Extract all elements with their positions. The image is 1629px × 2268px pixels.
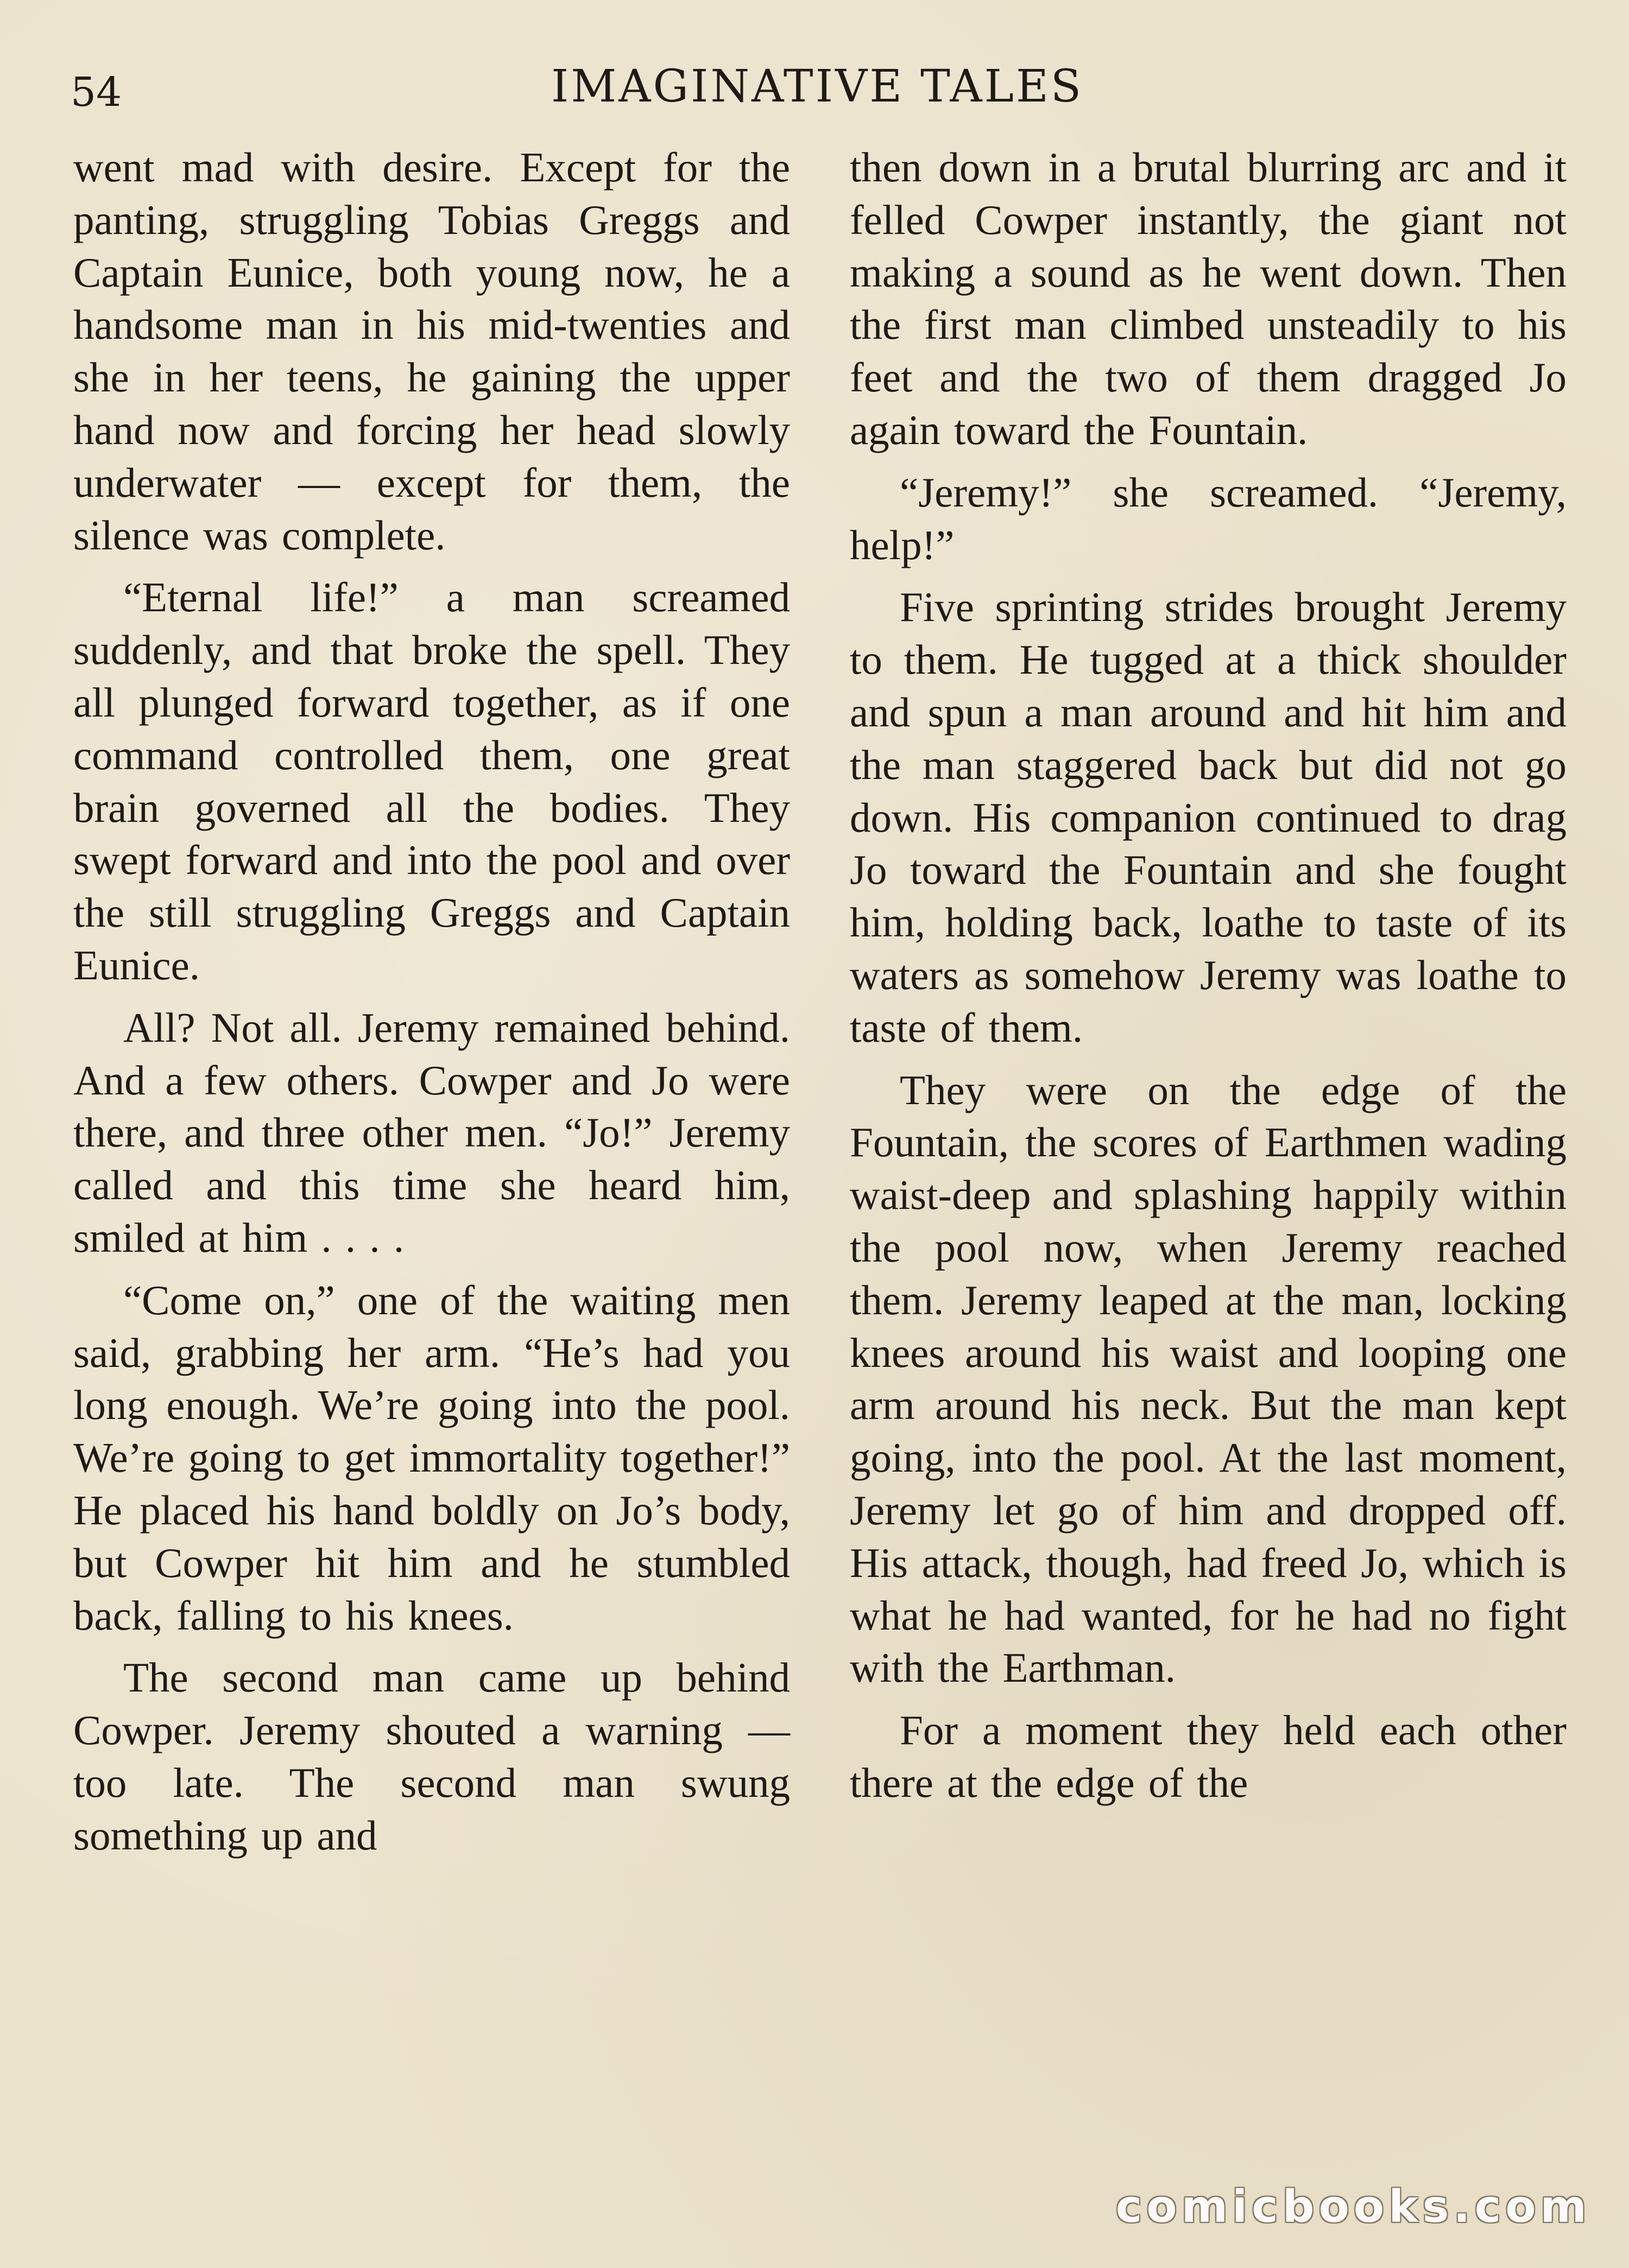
paragraph: For a moment they held each other there at the edge of the [850,1707,1567,1806]
left-text-column [73,141,790,1862]
site-watermark: comicbooks.com [1115,2181,1591,2233]
paragraph: “Eternal life!” a man screamed suddenly, and that broke the spell. They all plunged forward together, as if one command controlled them, one great brain governed all the bodies. They swept forward and into the pool and over the still struggling Greggs and Captain Eunice. [73,574,790,989]
paragraph: They were on the edge of the Fountain, the scores of Earthmen wading waist-deep and splashing happily within the pool now, when Jeremy reached them. Jeremy leaped at the man, locking knees around his waist and looping one arm around his neck. But the man kept going, into the pool. At the last moment, Jeremy let go of him and dropped off. His attack, though, had freed Jo, which is what he had wanted, for he had no fight with the Earthman. [850,1066,1567,1692]
paragraph: “Jeremy!” she screamed. “Jeremy, help!” [850,468,1567,568]
right-text-column [850,141,1567,1809]
paragraph: “Come on,” one of the waiting men said, grabbing her arm. “He’s had you long enough. We’re going into the pool. We’re going to get immortality together!” He placed his hand boldly on Jo’s body, but Cowper hit him and he stumbled back, falling to his knees. [73,1276,790,1639]
paragraph: went mad with desire. Except for the panting, struggling Tobias Greggs and Captain Eunice, both young now, he a handsome man in his mid-twenties and she in her teens, he gaining the upper hand now and forcing her head slowly underwater — except for them, the silence was complete. [73,144,790,559]
page-header [71,52,1564,116]
running-title: IMAGINATIVE TALES [551,61,1084,112]
page-number: 54 [71,69,122,116]
paragraph: then down in a brutal blurring arc and it felled Cowper instantly, the giant not making a sound as he went down. Then the first man climbed unsteadily to his feet and the two of them dragged Jo again toward the Fountain. [850,144,1567,453]
paragraph: The second man came up behind Cowper. Jeremy shouted a warning — too late. The second man swung something up and [73,1654,790,1859]
paragraph: All? Not all. Jeremy remained behind. And a few others. Cowper and Jo were there, and three other men. “Jo!” Jeremy called and this time she heard him, smiled at him . . . . [73,1004,790,1261]
paragraph: Five sprinting strides brought Jeremy to them. He tugged at a thick shoulder and spun a man around and hit him and the man staggered back but did not go down. His companion continued to drag Jo toward the Fountain and she fought him, holding back, loathe to taste of its waters as somehow Jeremy was loathe to taste of them. [850,584,1567,1051]
